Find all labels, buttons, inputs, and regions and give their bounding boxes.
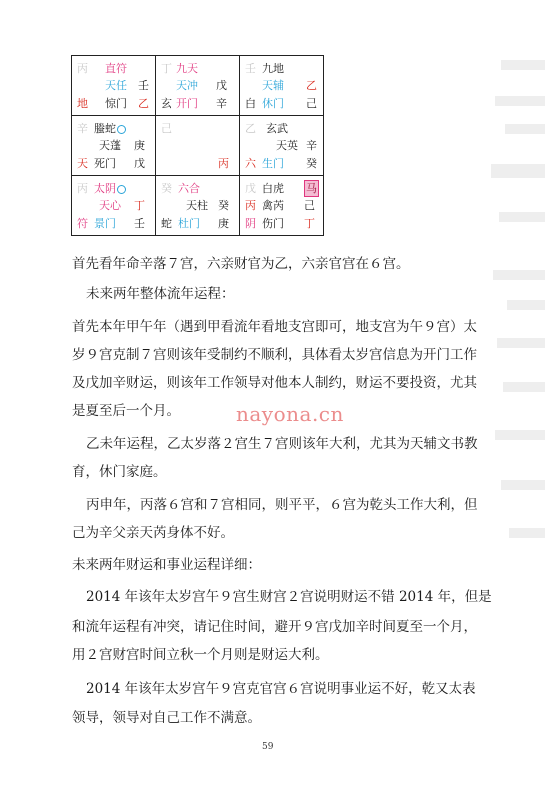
door-stem: 己 xyxy=(306,97,317,110)
heaven-stem: 壬 xyxy=(245,62,256,75)
god-label: 天 xyxy=(77,157,88,170)
door-stem: 庚 xyxy=(218,217,229,230)
star-stem: 丁 xyxy=(134,199,145,212)
paragraph-line: 乙未年运程，乙太岁落２宫生７宫则该年大利，尤其为天辅文书教 xyxy=(86,436,478,452)
horse-badge: 马 xyxy=(306,182,317,195)
door-stem: 乙 xyxy=(138,97,149,110)
paragraph-line: 用２宫财宫时间立秋一个月则是财运大利。 xyxy=(72,647,329,663)
palace-cell xyxy=(240,176,323,235)
god-label: 蛇 xyxy=(161,217,172,230)
deity-label: 直符 xyxy=(105,62,127,75)
paragraph-line: 育，休门家庭。 xyxy=(72,464,167,480)
paragraph-line: 己为辛父亲天芮身体不好。 xyxy=(72,525,234,541)
star-stem: 戊 xyxy=(216,79,227,92)
palace-cell xyxy=(72,116,156,176)
door-label: 惊门 xyxy=(105,97,127,110)
palace-cell-center xyxy=(156,116,240,176)
deity-label: 九天 xyxy=(176,62,198,75)
heaven-stem: 己 xyxy=(161,122,172,135)
door-label: 生门 xyxy=(262,157,284,170)
paragraph-line: 首先本年甲午年（遇到甲看流年看地支宫即可，地支宫为午９宫）太 xyxy=(72,319,477,335)
star-stem: 壬 xyxy=(138,79,149,92)
god-label: 阴 xyxy=(245,217,256,230)
door-stem: 壬 xyxy=(134,217,145,230)
heaven-stem: 乙 xyxy=(245,122,256,135)
door-label: 杜门 xyxy=(178,217,200,230)
door-stem: 丁 xyxy=(304,217,315,230)
star-label: 天柱 xyxy=(186,199,208,212)
door-stem: 癸 xyxy=(306,157,317,170)
star-label: 天冲 xyxy=(176,79,198,92)
paragraph-line: 及戊加辛财运，则该年工作领导对他本人制约，财运不要投资，尤其 xyxy=(72,375,477,391)
star-label: 天心 xyxy=(99,199,121,212)
god-label: 六 xyxy=(245,157,256,170)
palace-cell xyxy=(240,56,323,116)
paragraph-line: 丙申年，丙落６宫和７宫相同，则平平，６宫为乾头工作大利，但 xyxy=(86,497,478,513)
deity-label: 玄武 xyxy=(266,122,288,135)
circle-marker-icon xyxy=(117,125,126,134)
circle-marker-icon xyxy=(117,185,126,194)
god-label: 符 xyxy=(77,217,88,230)
paragraph-line: 岁９宫克制７宫则该年受制约不顺利，具体看太岁宫信息为开门工作 xyxy=(72,347,477,363)
star-stem: 庚 xyxy=(134,139,145,152)
section-heading: 未来两年整体流年运程： xyxy=(86,286,235,302)
star-label: 天任 xyxy=(105,79,127,92)
bleed-through-shading xyxy=(485,40,545,560)
star-stem: 己 xyxy=(304,199,315,212)
watermark: nayona.cn xyxy=(236,402,344,426)
star-label: 天蓬 xyxy=(99,139,121,152)
door-label: 死门 xyxy=(94,157,116,170)
nine-palace-chart xyxy=(71,55,324,236)
heaven-stem: 癸 xyxy=(161,182,172,195)
center-stem: 丙 xyxy=(218,157,229,170)
paragraph-line: 首先看年命辛落７宫，六亲财官为乙，六亲官宫在６宫。 xyxy=(72,256,410,272)
paragraph-line: 和流年运程有冲突，请记住时间，避开９宫戊加辛时间夏至一个月， xyxy=(72,619,477,635)
deity-label: 白虎 xyxy=(262,182,284,195)
star-stem: 乙 xyxy=(306,79,317,92)
door-label: 休门 xyxy=(262,97,284,110)
star-stem: 辛 xyxy=(306,139,317,152)
star-label: 天英 xyxy=(276,139,298,152)
door-stem: 辛 xyxy=(216,97,227,110)
star-label: 天辅 xyxy=(262,79,284,92)
paragraph-line: 是夏至后一个月。 xyxy=(72,403,180,419)
deity-label-text: 太阴 xyxy=(94,182,116,195)
star-label: 禽芮 xyxy=(262,199,284,212)
god-label: 玄 xyxy=(161,97,172,110)
god-label: 地 xyxy=(77,97,88,110)
door-label: 景门 xyxy=(94,217,116,230)
section-heading: 未来两年财运和事业运程详细： xyxy=(72,557,261,573)
heaven-stem: 丙 xyxy=(77,182,88,195)
heaven-stem: 辛 xyxy=(77,122,88,135)
paragraph-line: 2014 年该年太岁宫午９宫生财宫２宫说明财运不错 2014 年，但是 xyxy=(86,589,492,605)
heaven-stem: 丙 xyxy=(77,62,88,75)
star-mid-stem: 丙 xyxy=(245,199,256,212)
god-label: 白 xyxy=(245,97,256,110)
deity-label xyxy=(94,121,126,136)
palace-cell xyxy=(156,176,240,235)
door-label: 伤门 xyxy=(262,217,284,230)
page-number: 59 xyxy=(262,742,274,752)
palace-cell xyxy=(72,176,156,235)
star-stem: 癸 xyxy=(218,199,229,212)
deity-label: 九地 xyxy=(262,62,284,75)
heaven-stem: 戊 xyxy=(245,182,256,195)
heaven-stem: 丁 xyxy=(161,62,172,75)
palace-cell xyxy=(156,56,240,116)
deity-label-text: 螣蛇 xyxy=(94,122,116,135)
palace-cell xyxy=(240,116,323,176)
door-stem: 戊 xyxy=(134,157,145,170)
deity-label xyxy=(94,181,126,196)
deity-label: 六合 xyxy=(178,182,200,195)
palace-cell xyxy=(72,56,156,116)
paragraph-line: 领导，领导对自己工作不满意。 xyxy=(72,710,261,726)
paragraph-line: 2014 年该年太岁宫午９宫克官宫６宫说明事业运不好，乾又太表 xyxy=(86,681,476,697)
door-label: 开门 xyxy=(176,97,198,110)
